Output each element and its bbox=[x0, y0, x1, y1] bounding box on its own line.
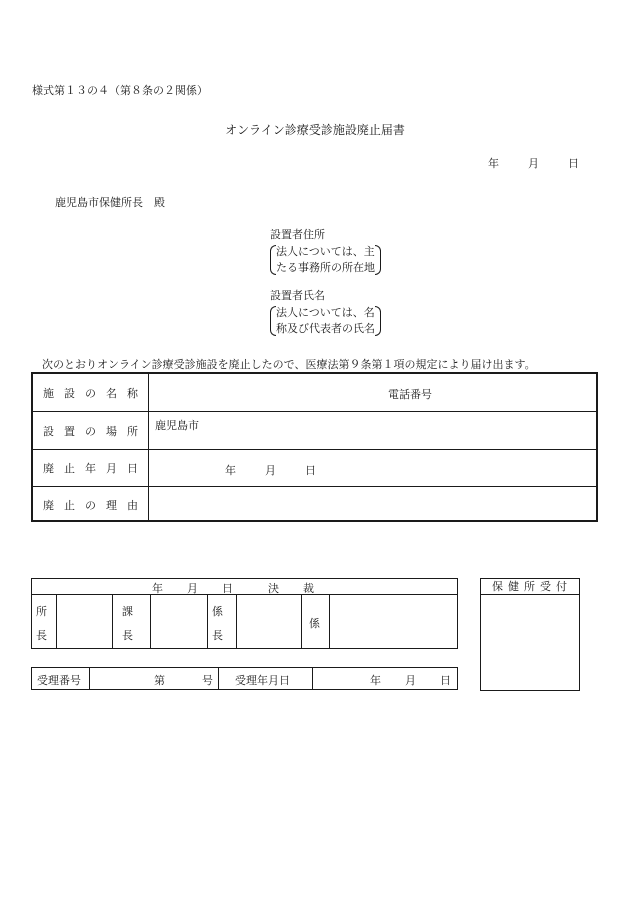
divider bbox=[56, 595, 57, 648]
approval-day: 日 bbox=[222, 582, 233, 595]
location-value: 鹿児島市 bbox=[155, 419, 199, 432]
table-row-facility-name bbox=[33, 374, 596, 412]
facility-name-label: 施設の名称 bbox=[33, 374, 149, 411]
divider bbox=[112, 595, 113, 648]
director-char-2: 長 bbox=[36, 629, 47, 642]
founder-address-note-line2: たる事務所の所在地 bbox=[276, 261, 375, 274]
divider bbox=[301, 595, 302, 648]
table-row-abolition-date bbox=[33, 450, 596, 487]
receipt-day: 日 bbox=[440, 674, 451, 687]
abolition-reason-label: 廃止の理由 bbox=[33, 487, 149, 522]
receipt-date-label: 受理年月日 bbox=[235, 674, 290, 687]
receipt-row bbox=[31, 667, 458, 690]
receipt-year: 年 bbox=[370, 674, 381, 687]
subsection-chief-char-2: 長 bbox=[212, 629, 223, 642]
founder-name-note-line1: 法人については、名 bbox=[276, 306, 375, 319]
table-row-abolition-reason bbox=[33, 487, 596, 522]
divider bbox=[236, 595, 237, 648]
founder-address-note bbox=[270, 244, 381, 276]
divider bbox=[218, 668, 219, 689]
founder-address-note-line1: 法人については、主 bbox=[276, 245, 375, 258]
abolition-year: 年 bbox=[225, 464, 236, 477]
approval-decision-1: 決 bbox=[268, 582, 279, 595]
abolition-date-value bbox=[225, 462, 316, 478]
divider bbox=[312, 668, 313, 689]
staff-char: 係 bbox=[309, 617, 320, 630]
document-title: オンライン診療受診施設廃止届書 bbox=[225, 123, 405, 137]
table-row-location bbox=[33, 412, 596, 450]
section-chief-char-1: 課 bbox=[122, 605, 133, 618]
founder-name-block bbox=[270, 288, 381, 337]
receipt-dai: 第 bbox=[154, 674, 165, 687]
approval-header bbox=[32, 579, 457, 595]
divider bbox=[329, 595, 330, 648]
founder-name-note bbox=[270, 305, 381, 337]
divider bbox=[207, 595, 208, 648]
abolition-date-label: 廃止年月日 bbox=[33, 450, 149, 486]
subsection-chief-char-1: 係 bbox=[212, 605, 223, 618]
statement-text: 次のとおりオンライン診療受診施設を廃止したので、医療法第９条第１項の規定により届け出ます。 bbox=[42, 358, 536, 371]
abolition-day: 日 bbox=[305, 464, 316, 477]
date-year: 年 bbox=[488, 157, 499, 170]
abolition-month: 月 bbox=[265, 464, 276, 477]
date-day: 日 bbox=[568, 157, 579, 170]
receipt-gou: 号 bbox=[202, 674, 213, 687]
health-center-receipt-label: 保健所受付 bbox=[481, 579, 579, 595]
approval-table bbox=[31, 578, 458, 649]
phone-number-label: 電話番号 bbox=[388, 388, 432, 401]
receipt-number-label: 受理番号 bbox=[37, 674, 81, 687]
section-chief-char-2: 長 bbox=[122, 629, 133, 642]
health-center-receipt-box bbox=[480, 578, 580, 691]
receipt-month: 月 bbox=[405, 674, 416, 687]
submission-date bbox=[488, 155, 579, 171]
founder-name-label: 設置者氏名 bbox=[270, 289, 325, 302]
approval-decision-2: 裁 bbox=[303, 582, 314, 595]
divider bbox=[89, 668, 90, 689]
founder-name-note-line2: 称及び代表者の氏名 bbox=[276, 322, 375, 335]
approval-year: 年 bbox=[152, 582, 163, 595]
addressee: 鹿児島市保健所長 殿 bbox=[55, 196, 165, 209]
location-label: 設置の場所 bbox=[33, 412, 149, 449]
approval-month: 月 bbox=[187, 582, 198, 595]
director-char-1: 所 bbox=[36, 605, 47, 618]
date-month: 月 bbox=[528, 157, 539, 170]
founder-address-label: 設置者住所 bbox=[270, 228, 325, 241]
divider bbox=[150, 595, 151, 648]
facility-table bbox=[31, 372, 598, 522]
founder-address-block bbox=[270, 227, 381, 276]
form-number: 様式第１３の４（第８条の２関係） bbox=[32, 84, 208, 97]
